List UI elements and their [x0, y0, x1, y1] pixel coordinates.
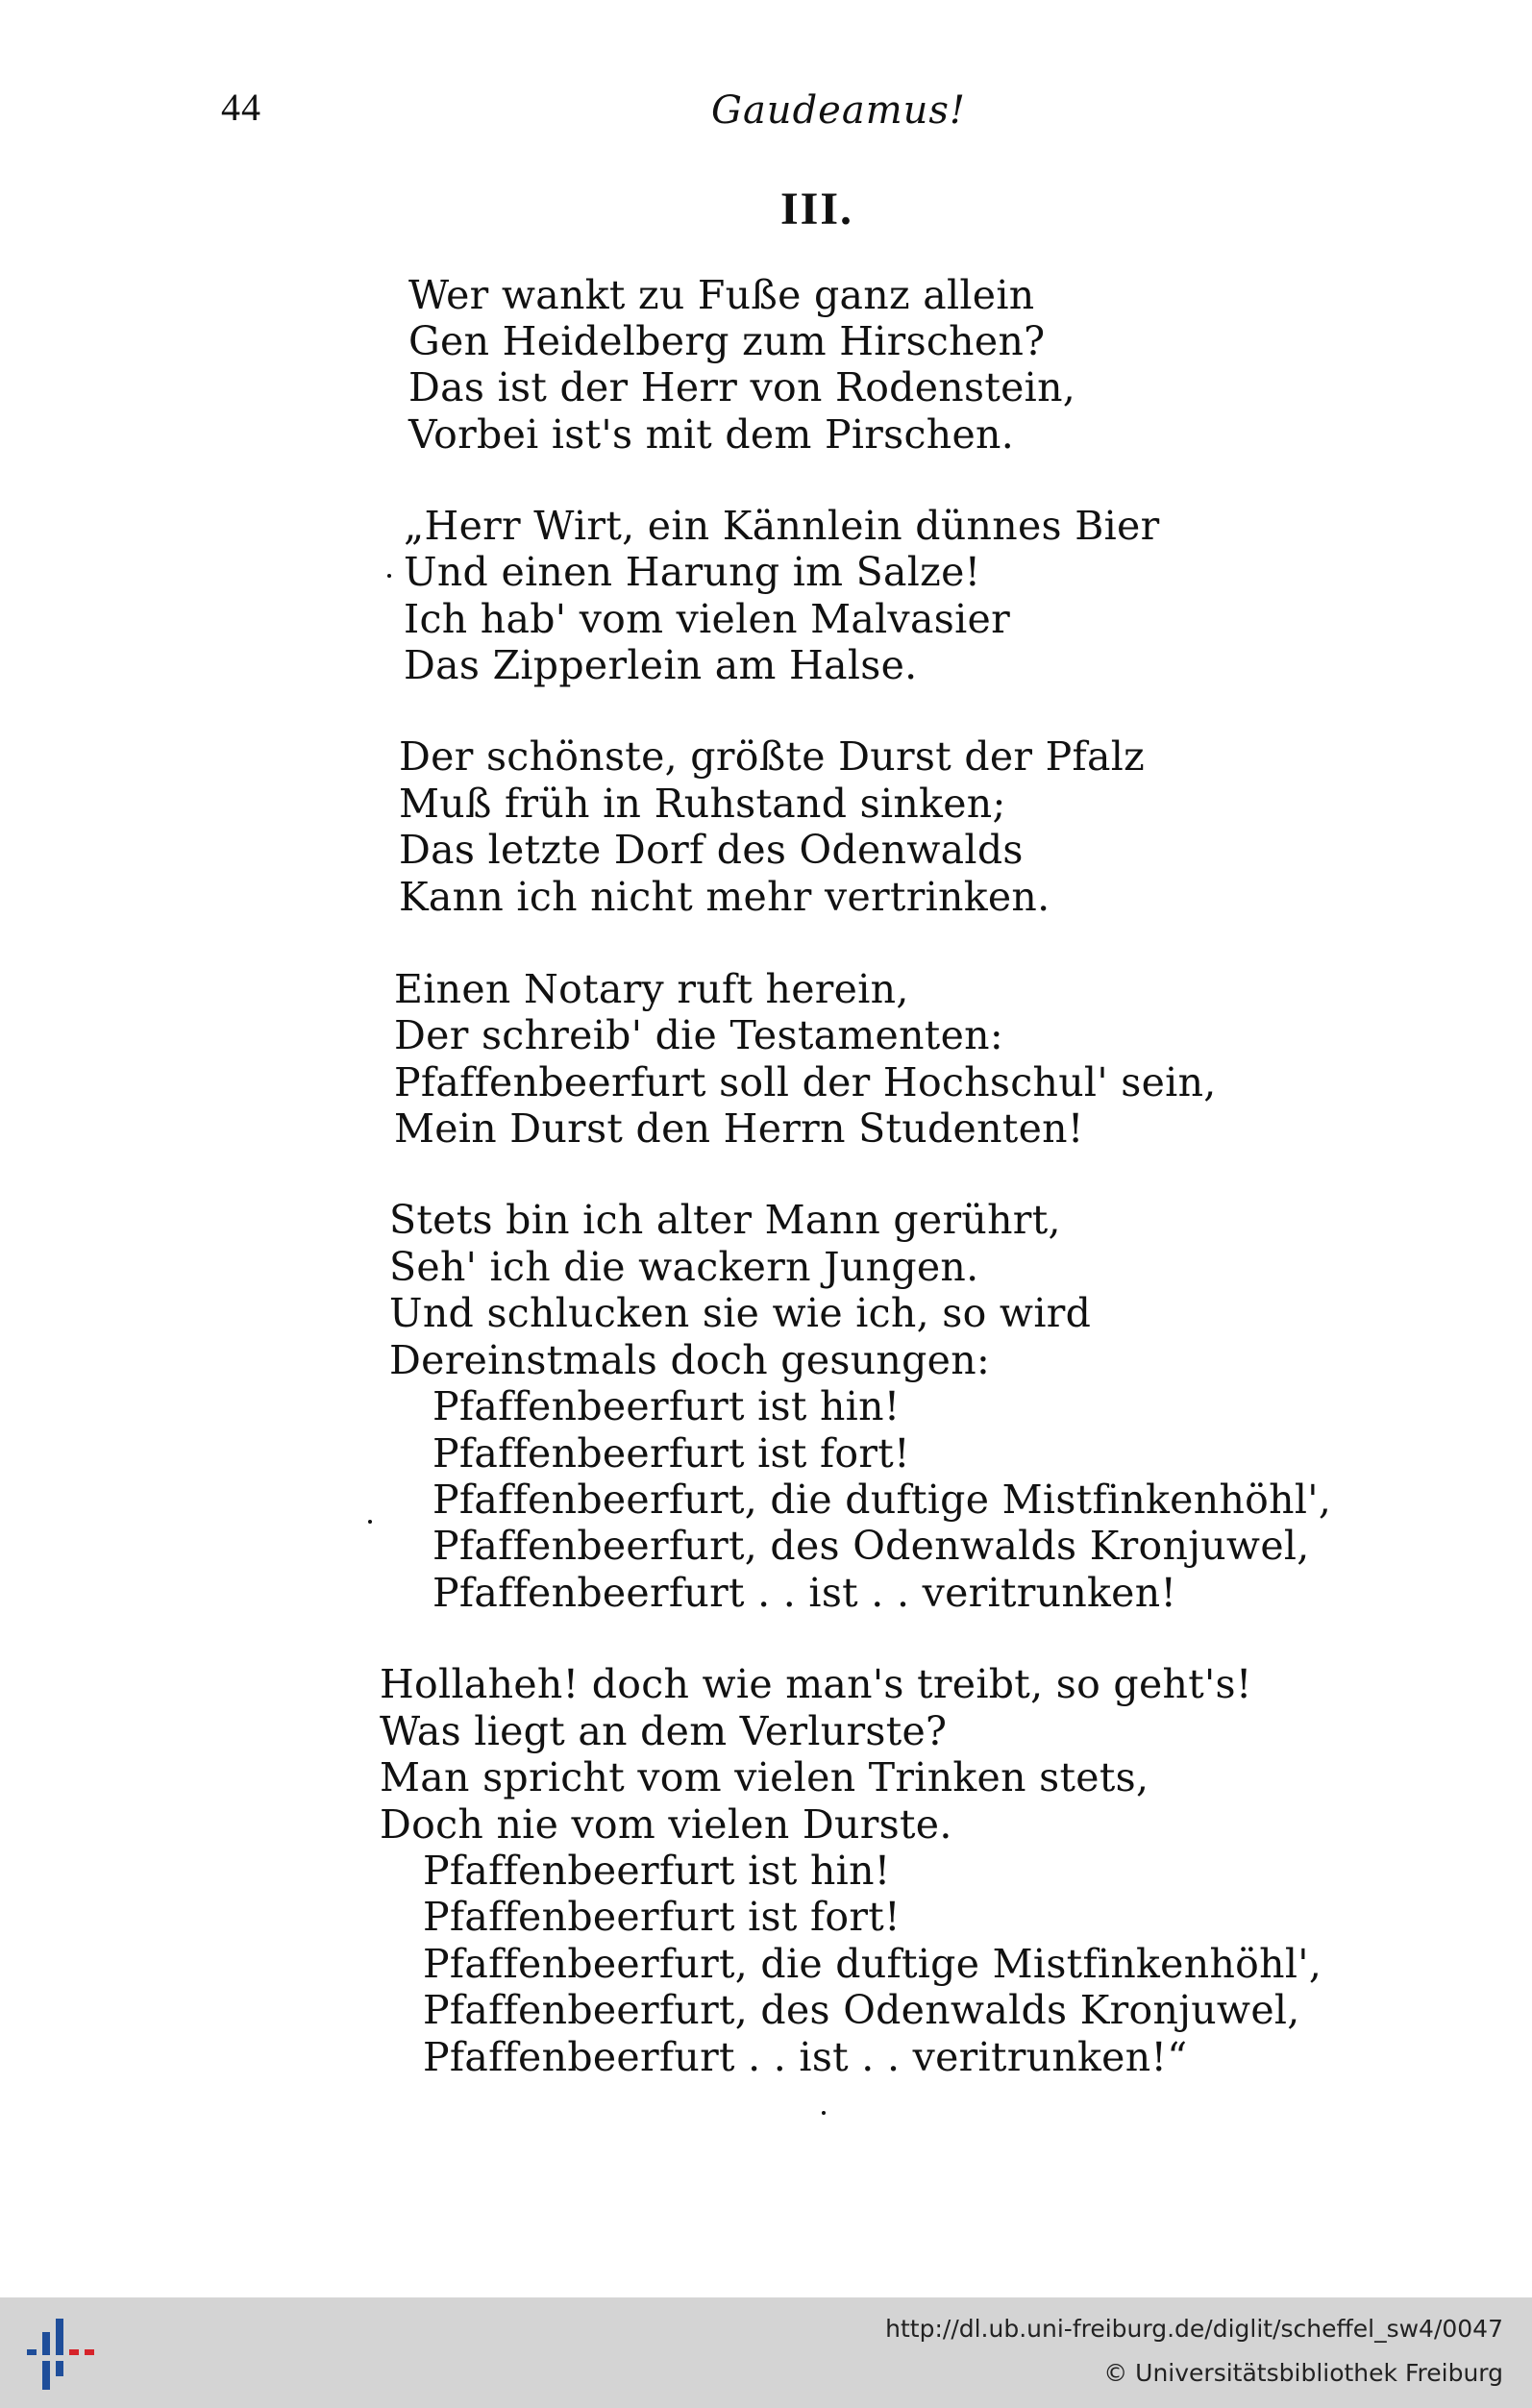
section-number: III.: [780, 184, 854, 235]
stanza-5-refrain-3: Pfaffenbeerfurt, die duftige Mistfinkenhöhl',: [432, 1477, 1332, 1523]
stanza-5-refrain-4: Pfaffenbeerfurt, des Odenwalds Kronjuwel,: [432, 1523, 1310, 1569]
stanza-1-line-4: Vorbei ist's mit dem Pirschen.: [408, 411, 1015, 458]
stanza-5-refrain-5: Pfaffenbeerfurt . . ist . . veritrunken!: [432, 1570, 1177, 1616]
stanza-1-line-2: Gen Heidelberg zum Hirschen?: [408, 318, 1046, 364]
stanza-6-line-4: Doch nie vom vielen Durste.: [380, 1801, 952, 1848]
scan-speck: [387, 574, 391, 578]
source-url-link[interactable]: http://dl.ub.uni-freiburg.de/diglit/scheffel_sw4/0047: [885, 2315, 1503, 2343]
stanza-3-line-1: Der schönste, größte Durst der Pfalz: [399, 733, 1146, 780]
stanza-3-line-2: Muß früh in Ruhstand sinken;: [399, 781, 1006, 827]
stanza-6-refrain-3: Pfaffenbeerfurt, die duftige Mistfinkenhöhl',: [423, 1941, 1322, 1987]
stanza-6-refrain-1: Pfaffenbeerfurt ist hin!: [423, 1848, 891, 1894]
stanza-2-line-1: „Herr Wirt, ein Kännlein dünnes Bier: [404, 503, 1160, 549]
stanza-2-line-3: Ich hab' vom vielen Malvasier: [404, 596, 1010, 642]
stanza-3-line-3: Das letzte Dorf des Odenwalds: [399, 827, 1024, 873]
stanza-6-refrain-4: Pfaffenbeerfurt, des Odenwalds Kronjuwel,: [423, 1987, 1300, 2033]
stanza-4-line-1: Einen Notary ruft herein,: [394, 966, 909, 1012]
stanza-3-line-4: Kann ich nicht mehr vertrinken.: [399, 874, 1050, 920]
library-logo-icon: [17, 2309, 104, 2396]
scan-speck: [368, 1520, 372, 1524]
stanza-6-line-2: Was liegt an dem Verlurste?: [380, 1708, 948, 1754]
scan-speck: [822, 2111, 826, 2115]
stanza-5-line-2: Seh' ich die wackern Jungen.: [389, 1244, 979, 1290]
stanza-1-line-3: Das ist der Herr von Rodenstein,: [408, 364, 1076, 410]
page-number: 44: [221, 86, 261, 129]
stanza-4-line-4: Mein Durst den Herrn Studenten!: [394, 1105, 1084, 1152]
stanza-6-line-3: Man spricht vom vielen Trinken stets,: [380, 1754, 1149, 1800]
stanza-5-refrain-1: Pfaffenbeerfurt ist hin!: [432, 1383, 901, 1429]
stanza-6-refrain-5: Pfaffenbeerfurt . . ist . . veritrunken!“: [423, 2034, 1188, 2080]
stanza-6-refrain-2: Pfaffenbeerfurt ist fort!: [423, 1894, 901, 1940]
stanza-4-line-3: Pfaffenbeerfurt soll der Hochschul' sein,: [394, 1059, 1217, 1105]
stanza-5-line-4: Dereinstmals doch gesungen:: [389, 1337, 991, 1383]
footer-bar: [0, 2297, 1532, 2408]
stanza-2-line-4: Das Zipperlein am Halse.: [404, 642, 918, 688]
stanza-5-line-1: Stets bin ich alter Mann gerührt,: [389, 1197, 1061, 1243]
stanza-6-line-1: Hollaheh! doch wie man's treibt, so geht's!: [380, 1661, 1252, 1707]
running-title: Gaudeamus!: [711, 88, 966, 133]
stanza-2-line-2: Und einen Harung im Salze!: [404, 549, 981, 595]
stanza-5-refrain-2: Pfaffenbeerfurt ist fort!: [432, 1430, 910, 1477]
stanza-5-line-3: Und schlucken sie wie ich, so wird: [389, 1290, 1092, 1336]
copyright-text: © Universitätsbibliothek Freiburg: [1103, 2359, 1503, 2387]
stanza-4-line-2: Der schreib' die Testamenten:: [394, 1012, 1003, 1058]
stanza-1-line-1: Wer wankt zu Fuße ganz allein: [408, 272, 1035, 318]
